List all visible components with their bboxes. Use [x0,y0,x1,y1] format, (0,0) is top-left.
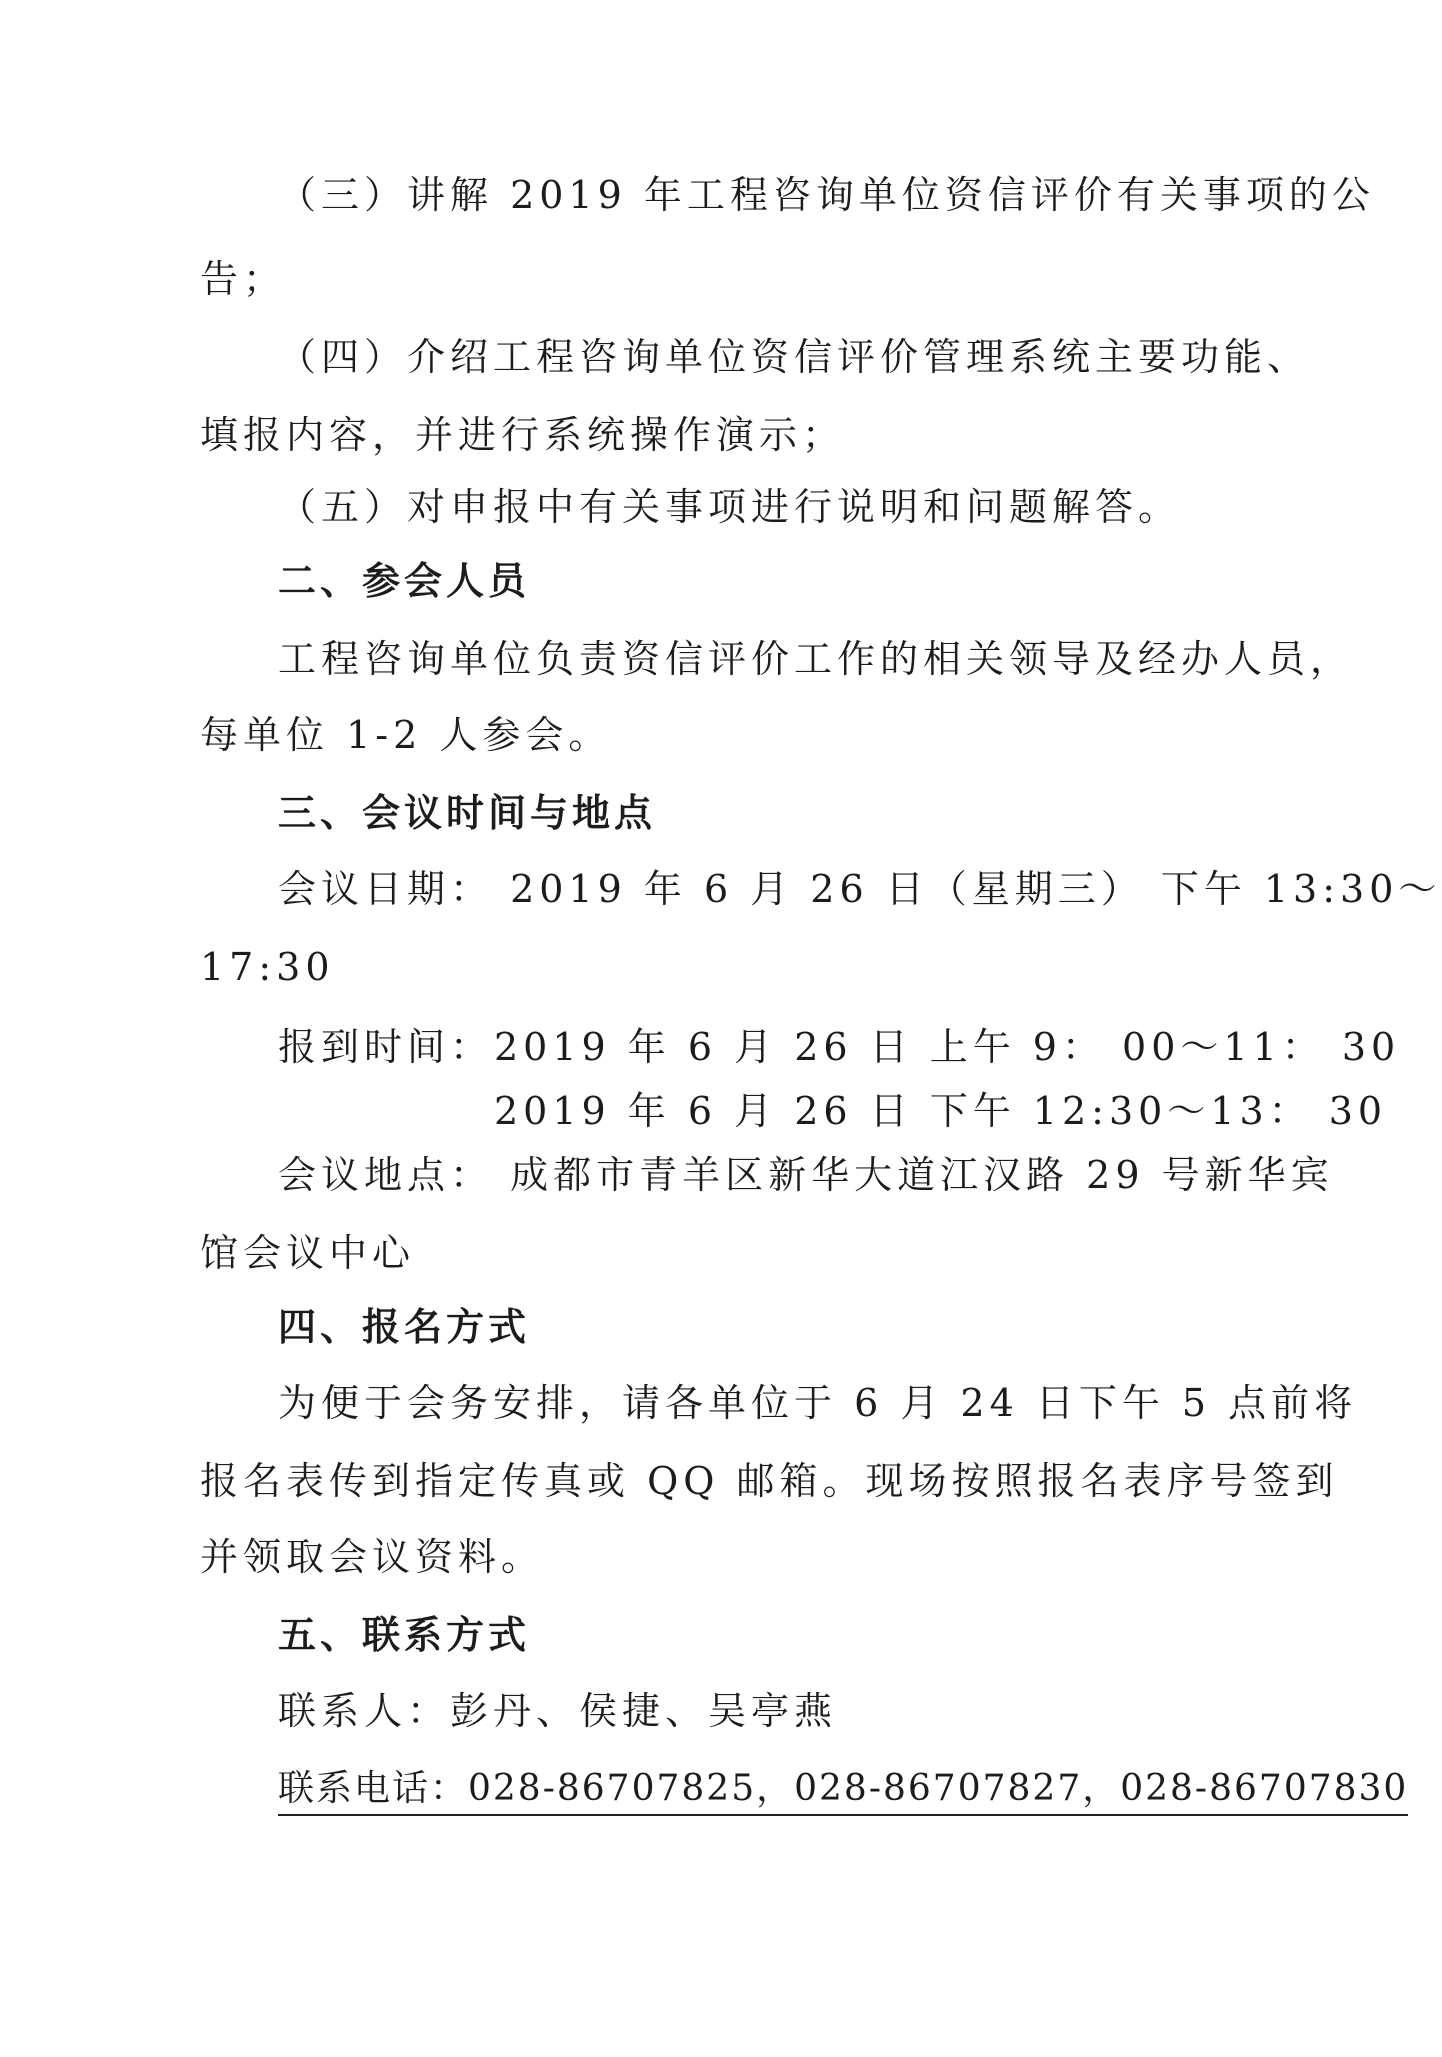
registration-line-2: 报名表传到指定传真或 QQ 邮箱。现场按照报名表序号签到 [200,1459,1339,1503]
registration-line-1: 为便于会务安排，请各单位于 6 月 24 日下午 5 点前将 [278,1381,1358,1425]
section-heading-registration: 四、报名方式 [278,1304,531,1349]
venue-line-2: 馆会议中心 [200,1231,416,1275]
venue-line-1: 会议地点： 成都市青羊区新华大道江汉路 29 号新华宾 [278,1153,1334,1197]
registration-line-3: 并领取会议资料。 [200,1535,545,1579]
contact-persons: 联系人：彭丹、侯捷、吴亭燕 [278,1689,838,1733]
item-5-line-1: （五）对申报中有关事项进行说明和问题解答。 [278,485,1182,529]
contact-phone: 联系电话：028-86707825，028-86707827，028-86707830 [278,1766,1408,1816]
item-3-line-2: 告； [200,257,287,301]
section-heading-time-place: 三、会议时间与地点 [278,790,657,835]
item-4-line-2: 填报内容，并进行系统操作演示； [200,413,846,457]
meeting-date-line-2: 17:30 [200,945,335,989]
section-heading-contact: 五、联系方式 [278,1612,531,1657]
meeting-date-line-1: 会议日期： 2019 年 6 月 26 日（星期三） 下午 13:30～ [278,867,1442,911]
item-3-line-1: （三）讲解 2019 年工程咨询单位资信评价有关事项的公 [278,173,1375,217]
checkin-time-1: 2019 年 6 月 26 日 上午 9： 00～11： 30 [494,1025,1401,1069]
section-heading-attendees: 二、参会人员 [278,558,531,603]
item-4-line-1: （四）介绍工程咨询单位资信评价管理系统主要功能、 [278,335,1311,379]
attendees-line-2: 每单位 1-2 人参会。 [200,713,612,757]
attendees-line-1: 工程咨询单位负责资信评价工作的相关领导及经办人员， [278,637,1354,681]
checkin-label: 报到时间： [278,1025,494,1069]
checkin-time-2: 2019 年 6 月 26 日 下午 12:30～13： 30 [494,1089,1388,1133]
